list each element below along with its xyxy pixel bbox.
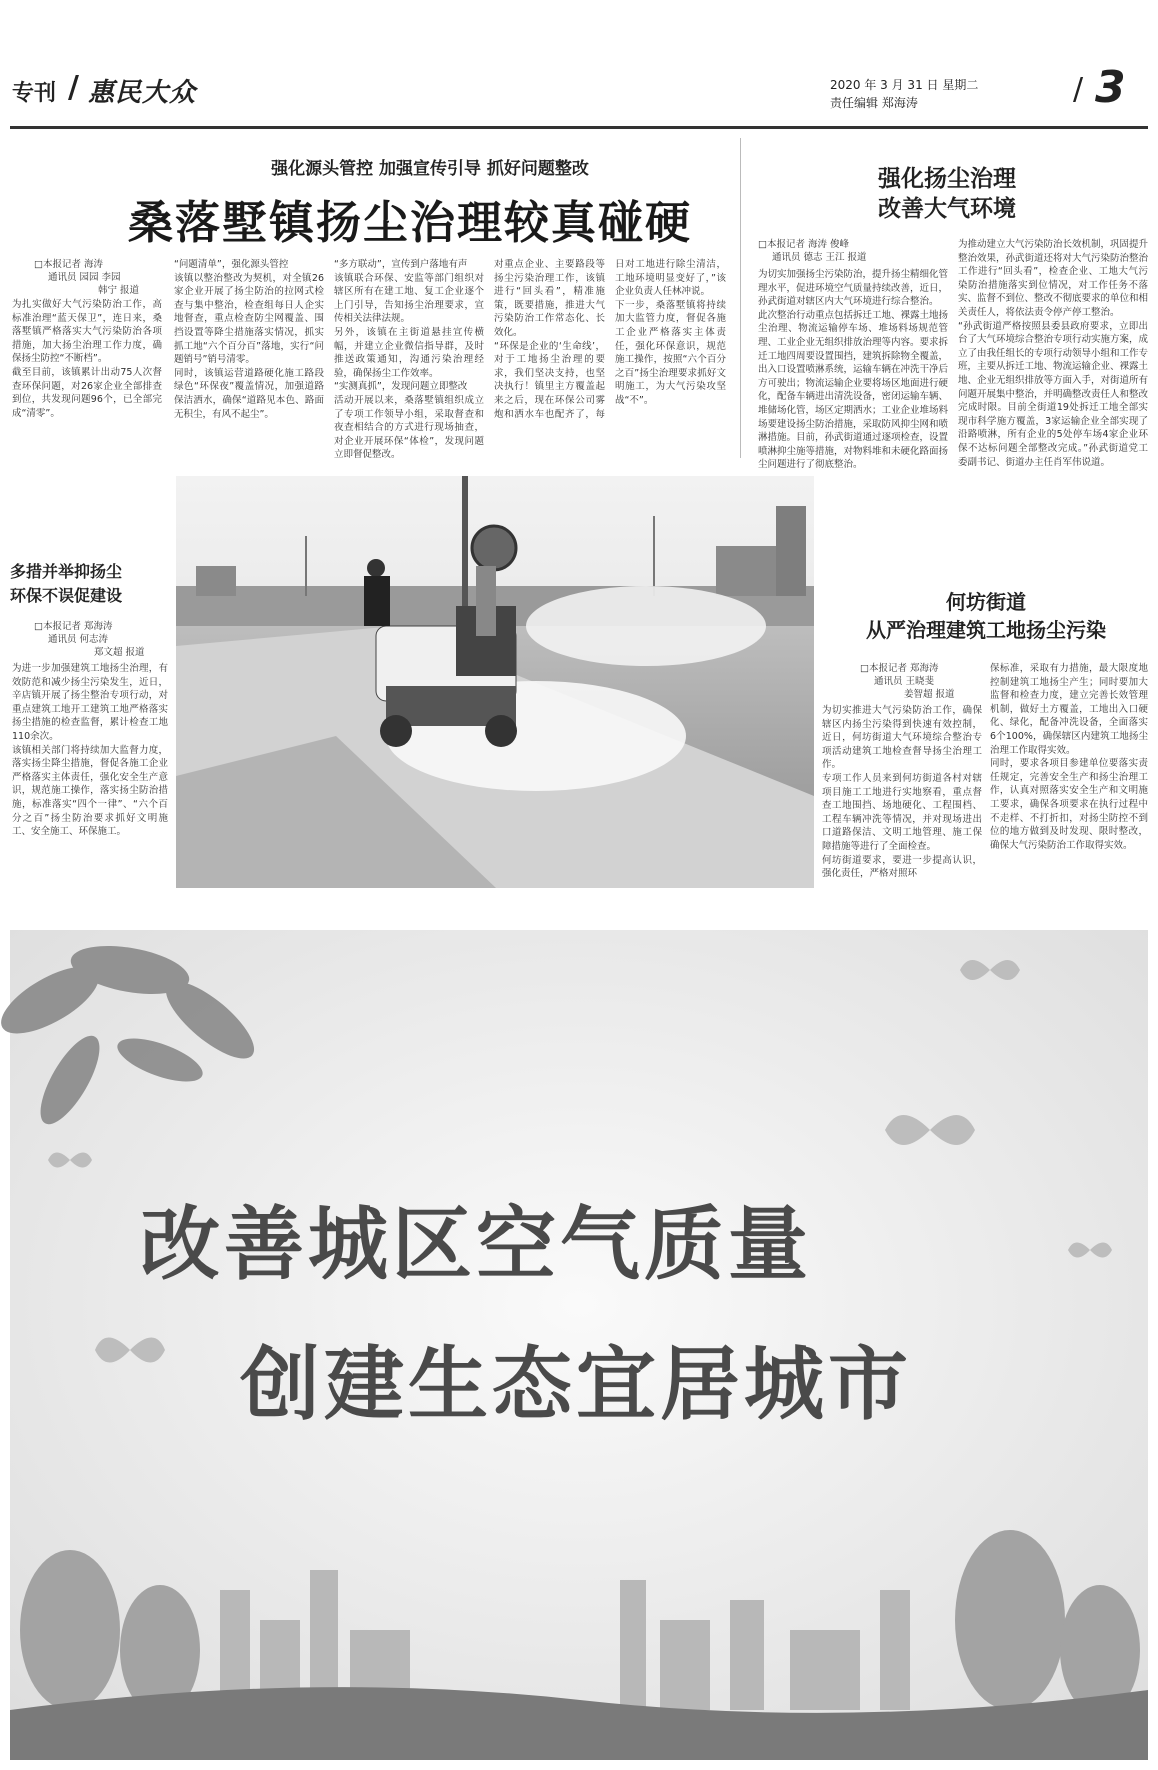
slash-divider-2: / [1073,72,1084,107]
left-lower-title [10,560,170,608]
right-lower-col-1: 为切实推进大气污染防治工作，确保辖区内扬尘污染得到快速有效控制，近日，何坊街道大气环境综合整治专项活动建筑工地检查督导扬尘治理工作。 专项工作人员来到何坊街道各村对辖项目施工工地进行实地察看，重点督查工地围挡、场地硬化、工程围档、工程车辆冲洗等情况，并对现场进出口道路保洁、文明工地管理、施工保障措施等进行了全面检查。 何坊街道要求，要进一步提高认识，强化责任，严格对照环 [822,705,982,880]
left-lower-text: 为进一步加强建筑工地扬尘治理，有效防范和减少扬尘污染发生，近日，辛店镇开展了扬尘整治专项行动，对重点建筑工地开工建筑工地严格落实扬尘措施的检查监督，累计检查工地110余次。 该镇相关部门将持续加大监督力度，落实扬尘降尘措施，督促各施工企业严格落实主体责任，强化安全生产意识，规范施工操作，落实扬尘防治措施，标准落实“四个一律”、“六个百分之百”扬尘防治要求抓好文明施工、安全施工、环保施工。 [12,663,168,838]
main-col-3: “多方联动”，宣传到户落地有声 该镇联合环保、安监等部门组织对辖区所有在建工地、复工企业逐个上门引导，告知扬尘治理要求，宣传相关法律法规。 另外，该镇在主街道悬挂宣传横幅，并建立企业微信指导群，及时推送政策通知，沟通污染治理经验，确保扬尘工作效率。 “实测真抓”，发现问题立即整改 活动开展以来，桑落墅镇组织成立了专项工作领导小组，采取督查和夜查相结合的方式进行现场抽查，对企业开展环保“体检”，发现问题立即督促整改。 [334,259,484,461]
right-lower-title-line: 从严治理建筑工地扬尘污染 [866,618,1106,642]
left-lower-byline [34,620,170,659]
byline-line: 姜智超 报道 [904,689,955,700]
byline-line: □本报记者 海涛 俊峰 [758,239,850,250]
right-top-byline [758,238,948,264]
right-lower-title-line: 何坊街道 [946,590,1026,614]
news-photo [176,476,814,888]
editor-credit: 责任编辑 郑海涛 [830,96,918,110]
right-lower-byline [860,662,1000,701]
right-lower-title [822,588,1150,644]
column-divider [740,138,741,458]
brand-logo: 惠民大众 [88,78,197,108]
issue-date: 2020 年 3 月 31 日 星期二 [830,78,979,92]
right-top-col-2: 为推动建立大气污染防治长效机制，巩固提升整治效果，孙武街道还将对大气污染防治整治工作进行“回头看”，检查企业、工地大气污染防治措施落实到位情况，对工作任务不落实、监督不到位、整改不彻底要求的单位和相关责任人，将依法责令停产停工整治。 “孙武街道严格按照县委县政府要求，立即出台了大气环境综合整治专项行动实施方案，成立了由我任组长的专项行动领导小组和工作专班，主要从拆迁工地、物流运输企业、裸露土地、企业无组织排放等方面入手，对街道所有问题开展集中整治，并明确整改责任人和整改完成时限。目前全街道19处拆迁工地全部实现市科学施方覆盖，3家运输企业全部实现了沿路喷淋，所有企业的5处停车场4家企业环保不达标问题全部整改完成。”孙武街道党工委副书记、街道办主任肖军伟说道。 [958,239,1149,468]
masthead [10,64,1148,124]
main-col-2: “问题清单”，强化源头管控 该镇以整治整改为契机，对全镇26家企业开展了扬尘防治的拉网式检查与集中整治，检查组每日人企实地督查，重点检查防尘网覆盖、围挡设置等降尘措施落实情况，抓实抓工地“六个百分百”落地，实行“问题销号”销号清零。 同时，该镇运营道路硬化施工路段绿色“环保夜”覆盖情况，加强道路保洁洒水，确保“道路见本色、路面无积尘，有风不起尘”。 [174,259,324,420]
main-headline: 桑落墅镇扬尘治理较真碰硬 [127,196,692,249]
byline-line: 通讯员 何志涛 [48,634,109,645]
main-kicker: 强化源头管控 加强宣传引导 抓好问题整改 [271,159,589,179]
right-top-title-line: 改善大气环境 [878,195,1016,222]
right-top-col-1: 为切实加强扬尘污染防治，提升扬尘精细化管理水平，促进环境空气质量持续改善，近日，孙武街道对辖区内大气环境进行综合整治。 此次整治行动重点包括拆迁工地、裸露土地扬尘治理、物流运输停车场、堆场料场规范管理、工业企业无组织排放治理等内容。要求拆迁工地四周要设置围挡，建筑拆除物全覆盖，出入口设置喷淋系统，运输车辆在冲洗干净后方可驶出；物流运输企业要将场区地面进行硬化，配备车辆进出清洗设备，密闭运输车辆、堆储场化管，场区定期洒水；工业企业堆场料场要建设扬尘防治措施，采取防风抑尘网和喷淋措施。目前，孙武街道通过逐项检查，设置喷淋抑尘施等措施，对物料堆和未硬化路面扬尘问题进行了彻底整治。 [758,269,949,471]
page-number: 3 [1095,62,1126,113]
banner-slogan-2: 创建生态宜居城市 [240,1338,912,1431]
right-lower-col-2: 保标准，采取有力措施，最大限度地控制建筑工地扬尘产生；同时要加大监督和检查力度，建立完善长效管理机制，做好土方覆盖，工地出入口硬化、绿化，配备冲洗设备，全面落实6个100%，确保辖区内建筑工地扬尘治理工作取得实效。 同时，要求各项目参建单位要落实责任规定，完善安全生产和扬尘治理工作，认真对照落实安全生产和文明施工要求，确保各项要求在执行过程中不走样、不打折扣，对扬尘防控不到位的地方做到及时发现、限时整改，确保大气污染防治工作取得实效。 [990,663,1148,851]
byline-line: 通讯员 王晓斐 [874,676,935,687]
main-byline [34,258,174,297]
main-col-4: 对重点企业、主要路段等扬尘污染治理工作，该镇进行“回头看”，精准施策，既要措施，推进大气污染防治工作常态化、长效化。 “环保是企业的‘生命线’，对于工地扬尘治理的要求，我们坚决支持，也坚决执行！镇里主方覆盖起来之后，现在环保公司雾炮和洒水车也配齐了，每日对工地进行除尘清洁，工地环境明显变好了，”该企业负责人任林冲说。 下一步，桑落墅镇将持续加大监管力度，督促各施工企业严格落实主体责任，强化环保意识，规范施工操作，按照“六个百分之百”扬尘治理要求抓好文明施工，为大气污染攻坚战“不”。 [494,259,726,420]
section-label: 专刊 [12,80,57,106]
byline-line: 郑文超 报道 [94,647,145,658]
slash-divider: / [68,70,79,105]
header-rule [10,126,1148,129]
right-top-title [752,164,1142,224]
byline-line: 韩宁 报道 [98,285,140,296]
news-photo-drawing [176,476,814,888]
left-lower-title-line: 多措并举抑扬尘 [10,562,123,581]
left-lower-title-line: 环保不误促建设 [10,586,123,605]
byline-line: □本报记者 郑海涛 [34,621,113,632]
promo-banner [10,930,1148,1760]
byline-line: 通讯员 园园 李园 [48,272,121,283]
byline-line: 通讯员 德志 王江 报道 [772,252,867,263]
banner-slogan-1: 改善城区空气质量 [140,1198,812,1291]
right-top-title-line: 强化扬尘治理 [878,165,1016,192]
byline-line: □本报记者 海涛 [34,259,103,270]
byline-line: □本报记者 郑海涛 [860,663,939,674]
main-col-1: 为扎实做好大气污染防治工作，高标准治理“蓝天保卫”，连日来，桑落墅镇严格落实大气污染防治各项措施，加大扬尘治理工作力度，确保扬尘防控“不断档”。 截至目前，该镇累计出动75人次督查环保问题，对26家企业全部排查到位，共发现问题96个，已全部完成“清零”。 [12,299,162,419]
